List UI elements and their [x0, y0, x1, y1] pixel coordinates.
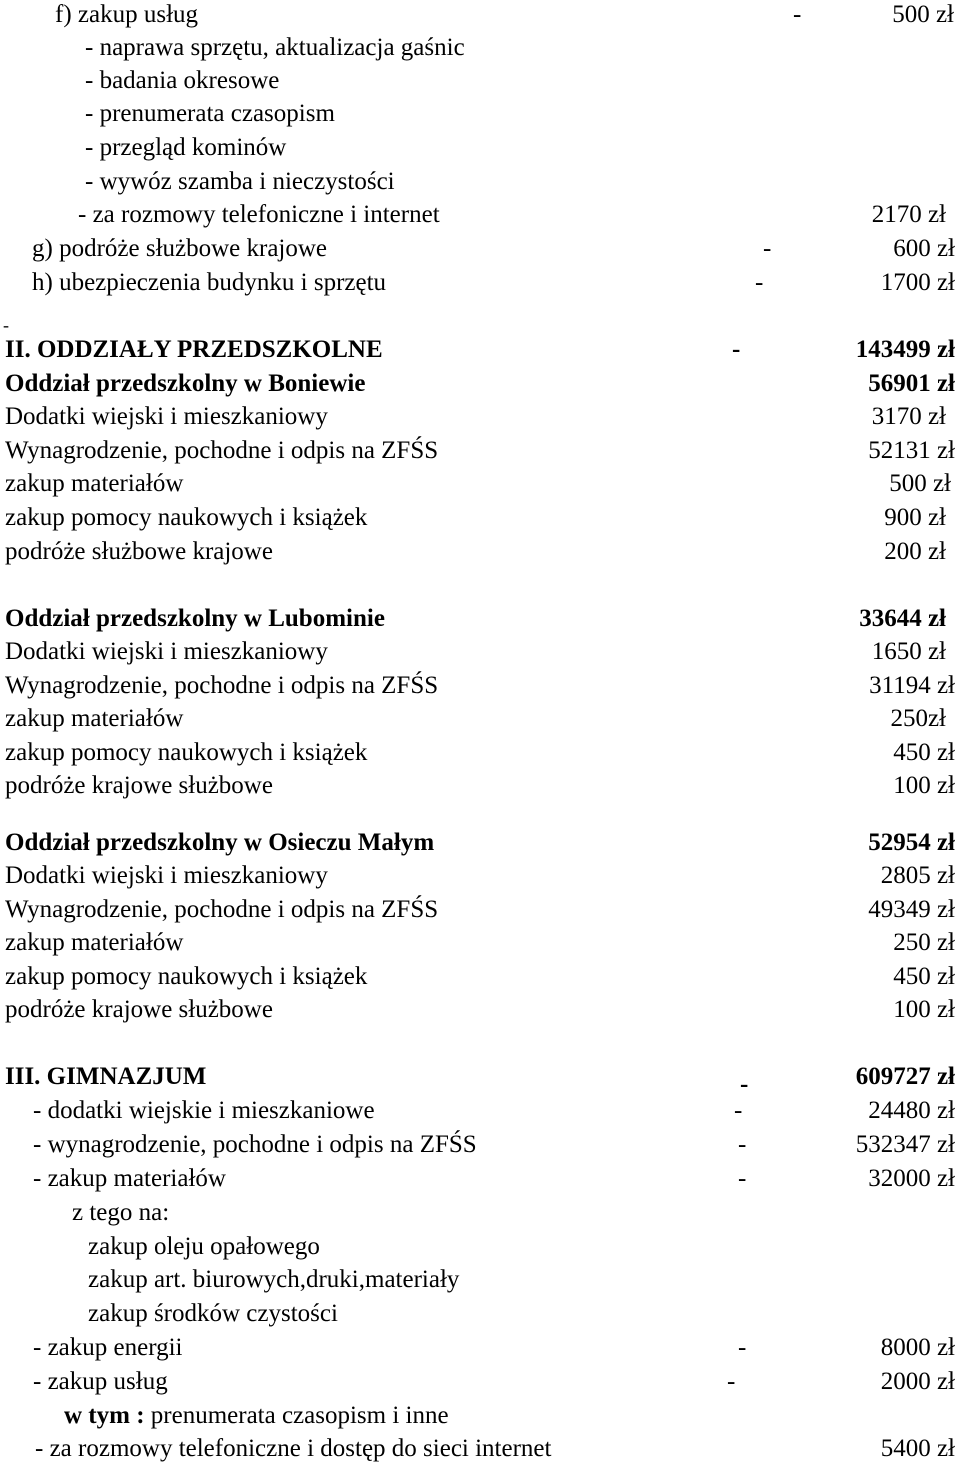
section-f-item: - prenumerata czasopism: [85, 100, 335, 127]
boniewo-amount: 56901 zł: [868, 370, 955, 397]
gimnazjum-sub-item: zakup art. biurowych,druki,materiały: [88, 1266, 460, 1293]
osiecz-row-amount: 2805 zł: [880, 862, 955, 889]
gimnazjum-row-amount: 32000 zł: [868, 1165, 955, 1192]
energia-amount: 8000 zł: [880, 1334, 955, 1361]
boniewo-row-amount: 3170 zł: [871, 403, 946, 430]
gimnazjum-sub-item: zakup środków czystości: [88, 1300, 338, 1327]
gimnazjum-row-amount: 24480 zł: [868, 1097, 955, 1124]
telefon-amount: 5400 zł: [880, 1435, 955, 1462]
section-g-label: g) podróże służbowe krajowe: [32, 235, 328, 262]
osiecz-row-amount: 450 zł: [893, 963, 955, 990]
lubomin-row-amount: 100 zł: [893, 772, 955, 799]
lubomin-row-amount: 31194 zł: [869, 672, 955, 699]
boniewo-row-label: zakup materiałów: [5, 470, 184, 497]
w-tym-text: prenumerata czasopism i inne: [144, 1402, 449, 1429]
boniewo-row-amount: 900 zł: [884, 504, 946, 531]
gimnazjum-row-dash: -: [738, 1131, 747, 1158]
section-iii-heading: III. GIMNAZJUM: [5, 1063, 207, 1090]
section-iii-amount: 609727 zł: [855, 1063, 955, 1090]
section-f-item: - za rozmowy telefoniczne i internet: [78, 201, 440, 228]
stray-dash: -: [3, 315, 9, 335]
boniewo-title: Oddział przedszkolny w Boniewie: [5, 370, 366, 397]
osiecz-row-amount: 100 zł: [893, 996, 955, 1023]
section-f-amount: 500 zł: [892, 1, 954, 28]
lubomin-row-label: Wynagrodzenie, pochodne i odpis na ZFŚS: [5, 672, 439, 699]
gimnazjum-row-amount: 532347 zł: [855, 1131, 955, 1158]
gimnazjum-row-label: - zakup materiałów: [33, 1165, 226, 1192]
section-ii-amount: 143499 zł: [855, 336, 955, 363]
uslugi-dash: -: [727, 1368, 736, 1395]
z-tego-na: z tego na:: [72, 1199, 170, 1226]
osiecz-row-label: podróże krajowe służbowe: [5, 996, 273, 1023]
section-f-phone-amount: 2170 zł: [871, 201, 946, 228]
section-f-item: - przegląd kominów: [85, 134, 287, 161]
lubomin-row-label: zakup pomocy naukowych i książek: [5, 739, 368, 766]
energia-label: - zakup energii: [33, 1334, 183, 1361]
w-tym-label: w tym :: [64, 1402, 145, 1429]
gimnazjum-row-label: - dodatki wiejskie i mieszkaniowe: [33, 1097, 375, 1124]
osiecz-row-label: Dodatki wiejski i mieszkaniowy: [5, 862, 328, 889]
boniewo-row-label: Dodatki wiejski i mieszkaniowy: [5, 403, 328, 430]
boniewo-row-label: Wynagrodzenie, pochodne i odpis na ZFŚS: [5, 437, 439, 464]
boniewo-row-label: podróże służbowe krajowe: [5, 538, 273, 565]
lubomin-row-label: Dodatki wiejski i mieszkaniowy: [5, 638, 328, 665]
telefon-label: - za rozmowy telefoniczne i dostęp do sieci internet: [35, 1435, 552, 1462]
lubomin-row-label: zakup materiałów: [5, 705, 184, 732]
energia-dash: -: [738, 1334, 747, 1361]
lubomin-row-amount: 1650 zł: [871, 638, 946, 665]
boniewo-row-label: zakup pomocy naukowych i książek: [5, 504, 368, 531]
section-g-dash: -: [763, 235, 772, 262]
lubomin-row-label: podróże krajowe służbowe: [5, 772, 273, 799]
lubomin-title: Oddział przedszkolny w Lubominie: [5, 605, 385, 632]
section-f-item: - wywóz szamba i nieczystości: [85, 168, 395, 195]
uslugi-amount: 2000 zł: [880, 1368, 955, 1395]
section-f-item: - naprawa sprzętu, aktualizacja gaśnic: [85, 34, 465, 61]
lubomin-amount: 33644 zł: [859, 605, 946, 632]
osiecz-row-amount: 49349 zł: [868, 896, 955, 923]
boniewo-row-amount: 200 zł: [884, 538, 946, 565]
section-f-dash: -: [793, 1, 802, 28]
section-ii-heading: II. ODDZIAŁY PRZEDSZKOLNE: [5, 336, 383, 363]
section-h-label: h) ubezpieczenia budynku i sprzętu: [32, 269, 387, 296]
section-f-item: - badania okresowe: [85, 67, 280, 94]
osiecz-title: Oddział przedszkolny w Osieczu Małym: [5, 829, 435, 856]
w-tym-line: [64, 1401, 449, 1431]
uslugi-label: - zakup usług: [33, 1368, 168, 1395]
boniewo-row-amount: 52131 zł: [868, 437, 955, 464]
osiecz-row-label: zakup materiałów: [5, 929, 184, 956]
osiecz-row-label: Wynagrodzenie, pochodne i odpis na ZFŚS: [5, 896, 439, 923]
gimnazjum-sub-item: zakup oleju opałowego: [88, 1233, 320, 1260]
section-ii-dash: -: [732, 336, 741, 363]
osiecz-amount: 52954 zł: [868, 829, 955, 856]
gimnazjum-row-dash: -: [734, 1097, 743, 1124]
gimnazjum-row-dash: -: [738, 1165, 747, 1192]
section-f-label: f) zakup usług: [55, 1, 199, 28]
boniewo-row-amount: 500 zł: [889, 470, 951, 497]
section-iii-dash: -: [740, 1071, 749, 1098]
gimnazjum-row-label: - wynagrodzenie, pochodne i odpis na ZFŚS: [33, 1131, 477, 1158]
osiecz-row-label: zakup pomocy naukowych i książek: [5, 963, 368, 990]
section-h-amount: 1700 zł: [880, 269, 955, 296]
osiecz-row-amount: 250 zł: [893, 929, 955, 956]
section-h-dash: -: [755, 269, 764, 296]
lubomin-row-amount: 450 zł: [893, 739, 955, 766]
lubomin-row-amount: 250zł: [890, 705, 946, 732]
section-g-amount: 600 zł: [893, 235, 955, 262]
